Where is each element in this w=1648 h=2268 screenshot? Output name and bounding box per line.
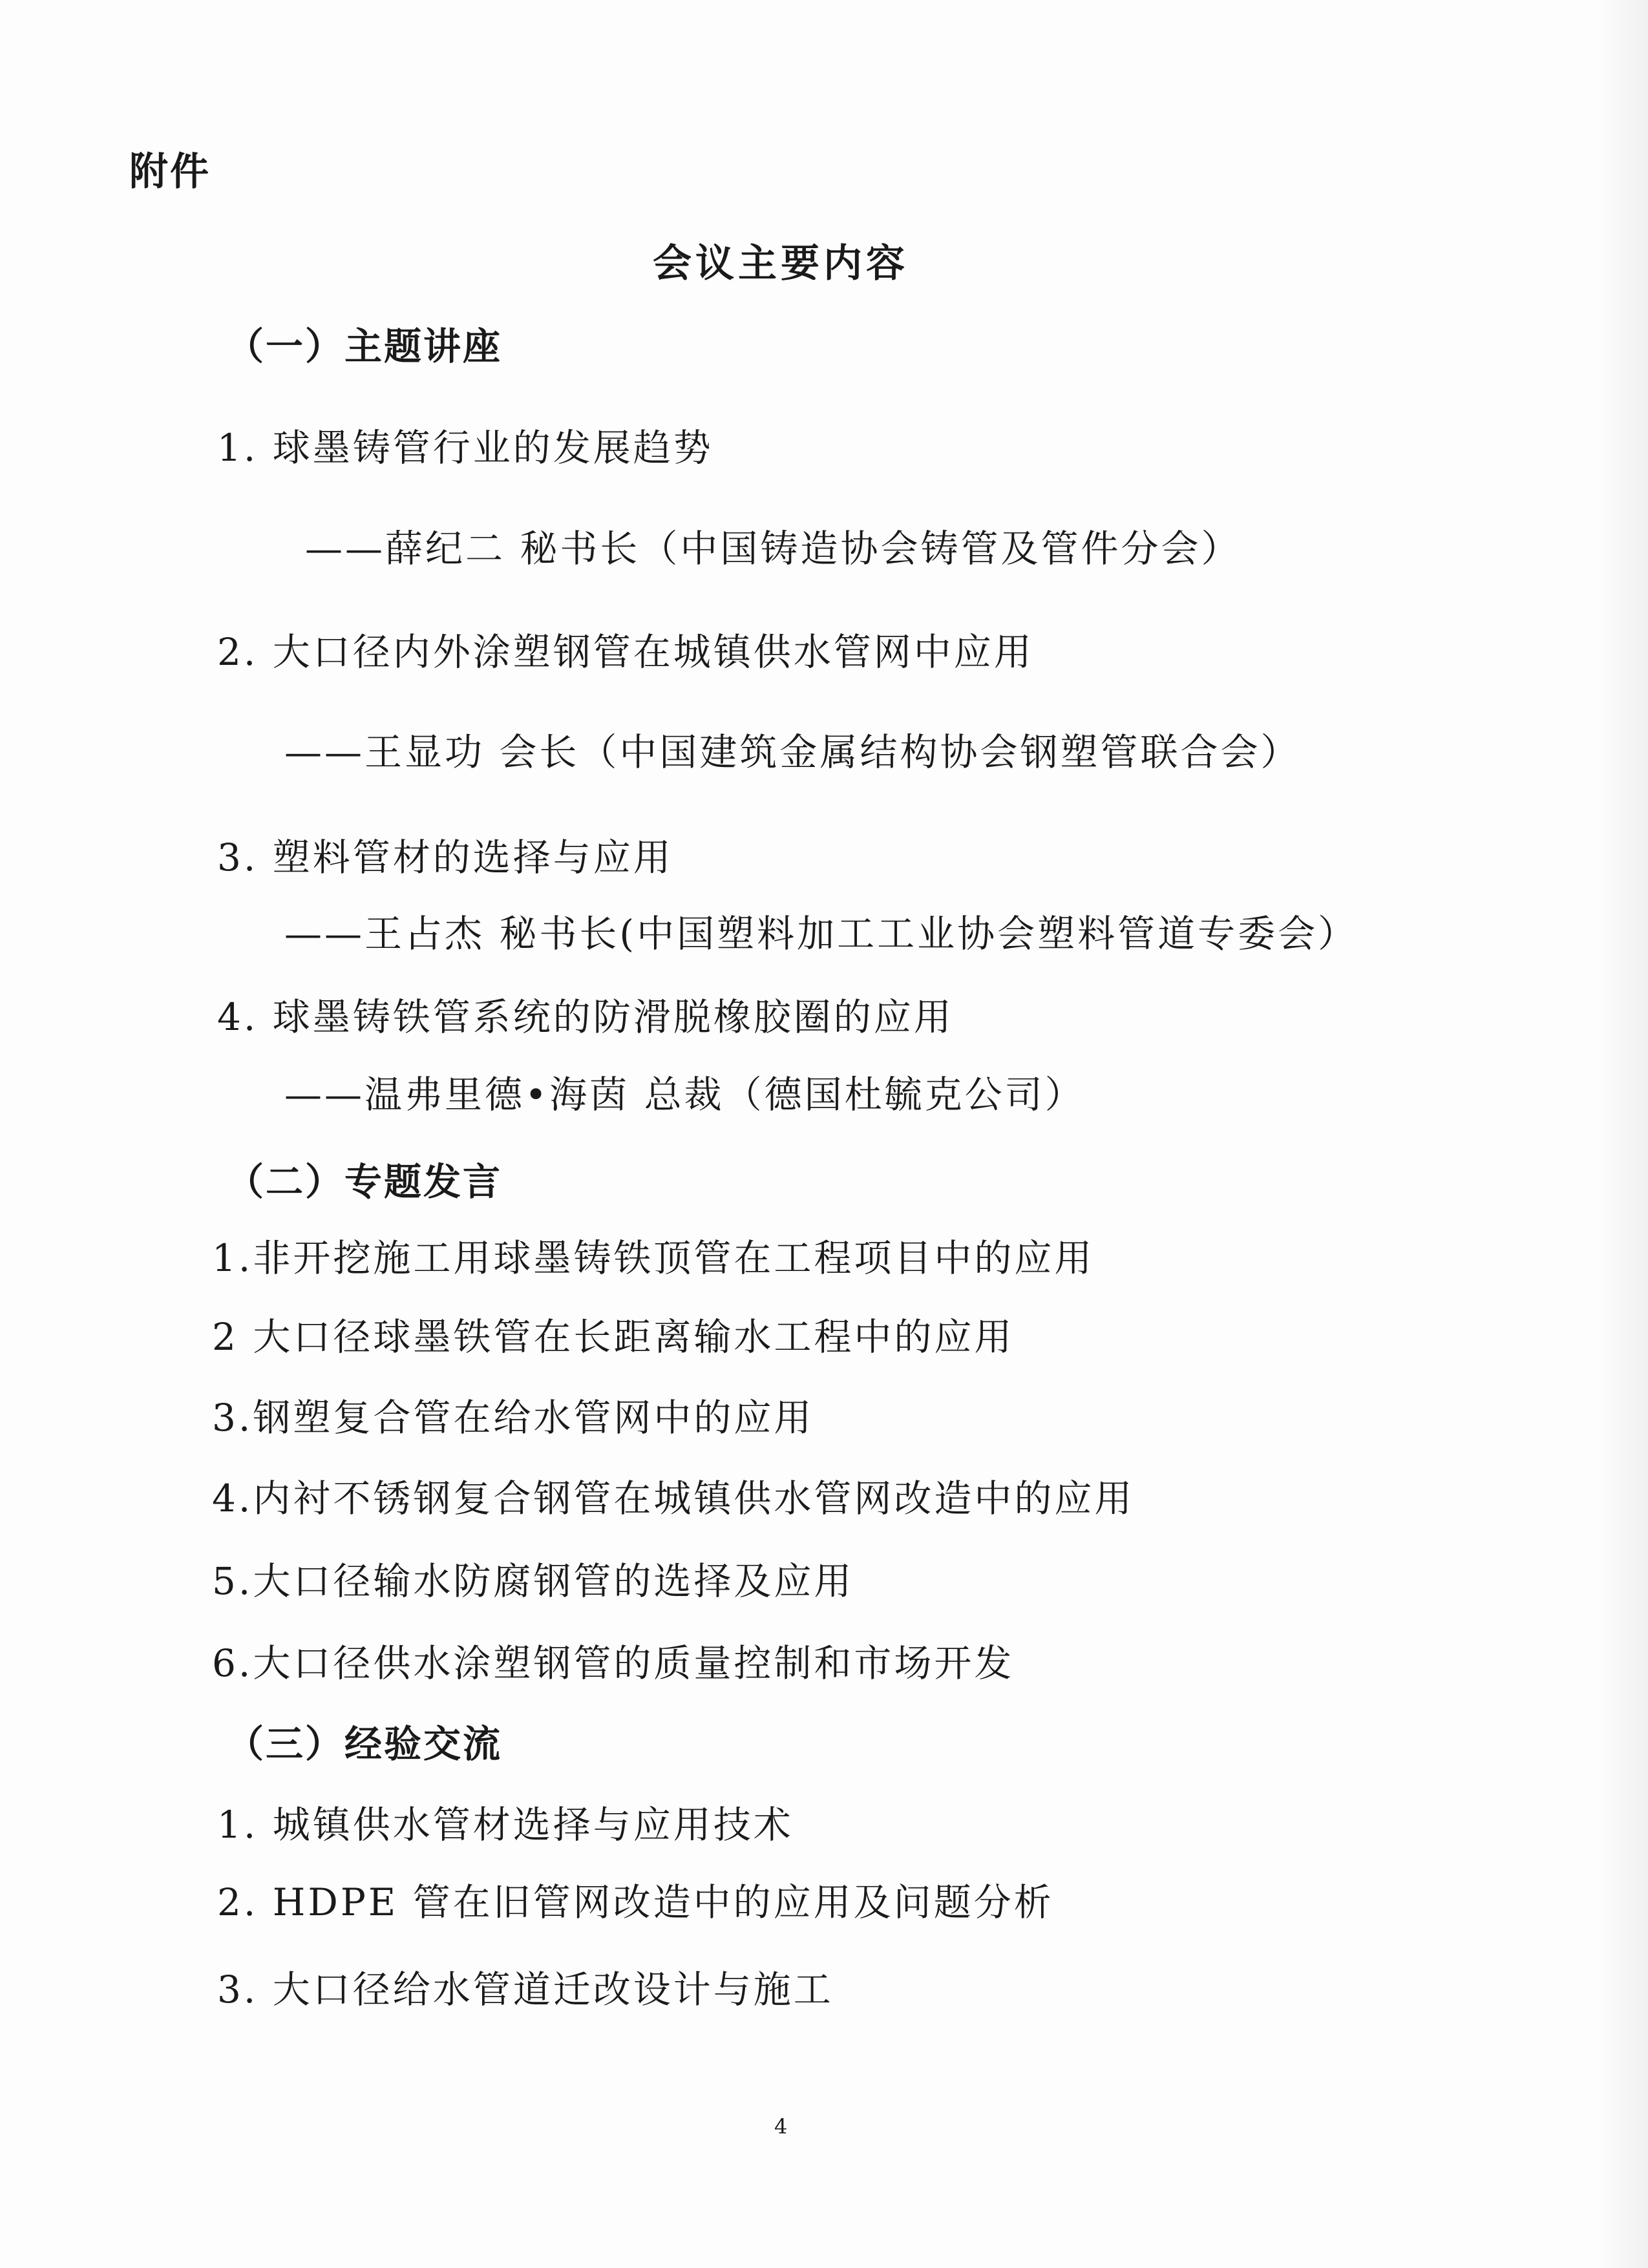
section-heading-special-talks: （二）专题发言 [226,1160,503,1204]
exchange-item: 2. HDPE 管在旧管网改造中的应用及问题分析 [217,1880,1054,1924]
talk-item: 5.大口径输水防腐钢管的选择及应用 [212,1559,854,1603]
exchange-item: 1. 城镇供水管材选择与应用技术 [217,1803,794,1847]
lecture-topic: 2. 大口径内外涂塑钢管在城镇供水管网中应用 [217,630,1034,674]
scan-edge-shadow [1596,0,1648,2268]
lecture-topic: 1. 球墨铸管行业的发展趋势 [217,426,713,470]
talk-item: 1.非开挖施工用球墨铸铁顶管在工程项目中的应用 [212,1236,1095,1280]
lecture-speaker: ——王占杰 秘书长(中国塑料加工工业协会塑料管道专委会） [284,912,1358,956]
talk-item: 6.大口径供水涂塑钢管的质量控制和市场开发 [212,1641,1015,1685]
lecture-topic: 3. 塑料管材的选择与应用 [217,835,673,879]
document-title: 会议主要内容 [653,241,909,286]
lecture-speaker: ——薛纪二 秘书长（中国铸造协会铸管及管件分会） [305,527,1241,571]
talk-item: 3.钢塑复合管在给水管网中的应用 [212,1396,814,1440]
talk-item: 4.内衬不锈钢复合钢管在城镇供水管网改造中的应用 [212,1476,1135,1520]
page-number: 4 [774,2114,788,2139]
attachment-label: 附件 [129,149,211,194]
section-heading-lectures: （一）主题讲座 [226,324,503,368]
lecture-topic: 4. 球墨铸铁管系统的防滑脱橡胶圈的应用 [217,995,954,1039]
talk-item: 2 大口径球墨铁管在长距离输水工程中的应用 [212,1315,1015,1359]
lecture-speaker: ——温弗里德•海茵 总裁（德国杜毓克公司） [284,1073,1085,1117]
section-heading-experience-exchange: （三）经验交流 [226,1722,503,1766]
lecture-speaker: ——王显功 会长（中国建筑金属结构协会钢塑管联合会） [284,730,1301,774]
exchange-item: 3. 大口径给水管道迁改设计与施工 [217,1968,834,2011]
